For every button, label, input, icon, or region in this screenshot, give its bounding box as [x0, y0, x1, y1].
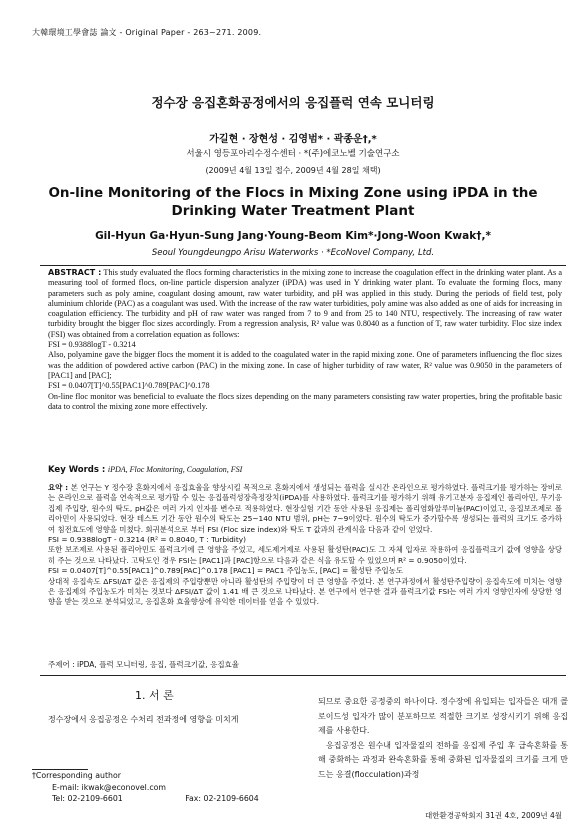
- authors-english: Gil-Hyun Ga·Hyun-Sung Jang·Young-Beom Kim*·Jong-Woon Kwak†,*: [95, 230, 491, 242]
- abstract-p3: On-line floc monitor was beneficial to evaluate the flocs sizes depending on the many parameters consisting raw water properties, bring the profitable basic data to control the mixing zone more effectively.: [48, 391, 562, 411]
- abstract: [48, 268, 562, 412]
- corresponding-author-label: †Corresponding author: [32, 771, 121, 780]
- abstract-top-rule: [40, 265, 566, 266]
- page-footer: 대한환경공학회지 31권 4호, 2009년 4월: [424, 811, 562, 820]
- footnote-email: E-mail: ikwak@econovel.com: [52, 782, 166, 792]
- summary-bottom-rule: [40, 675, 566, 676]
- abstract-eq2: FSI = 0.0407[T]^0.55[PAC1]^0.789[PAC]^0.178: [48, 381, 210, 391]
- title-english: [0, 184, 586, 220]
- footnote-tel: Tel: 02-2109-6601: [52, 794, 123, 803]
- keywords-korean-text: iPDA, 플럭 모니터링, 응집, 플럭크기값, 응집효율: [77, 660, 240, 669]
- affiliation-korean: 서울시 영등포아리수정수센터 · *(주)에코노벨 기술연구소: [186, 149, 400, 159]
- corresponding-author-footnote: [32, 770, 259, 805]
- summary-eq2: FSI = 0.0407[T]^0.55[PAC1]^0.789[PAC]^0.178 [PAC1] = PAC1 주입농도, [PAC] = 활성탄 주입농도: [48, 566, 403, 576]
- keywords: [48, 465, 242, 475]
- keywords-korean-label: 주제어 :: [48, 660, 75, 669]
- right-column-p1: 되므로 중요한 공정중의 하나이다. 정수장에 유입되는 입자들은 대개 콜로이드성 입자가 많이 분포하므로 적절한 크기로 성장시키기 위해 응집제를 사용한다.: [318, 697, 568, 735]
- footnote-fax: Fax: 02-2109-6604: [185, 794, 259, 803]
- received-date: (2009년 4월 13일 접수, 2009년 4월 28일 채택): [205, 166, 381, 175]
- abstract-p1: This study evaluated the flocs forming characteristics in the mixing zone to increase the coagulation effect in the drinking water plant. As a measuring tool of formed flocs, on-line particle dispersion analyzer (iPDA) was used in Y drinking water plant. To evaluate the forming flocs, many parameters such as poly amine, coagulant dosing amount, raw water turbidity, and pH was applied in this study. During the periods of field test, poly aluminium chloride (PAC) as a coagulant was used. With the increase of the raw water turbidities, poly amine was also added as one of aids for increasing in coagulation efficiency. The turbidity and pH of raw water was ranged from 7 to 9 and from 25 to 140 NTU, respectively. The increasing of raw water turbidity brought the bigger floc sizes accordingly. From a regression analysis, R² value was 0.8040 as a function of T, raw water turbidity. Floc size index (FSI) was obtained from a correlation equation as follows:: [48, 268, 563, 339]
- keywords-text: iPDA, Floc Monitoring, Coagulation, FSI: [107, 465, 243, 474]
- abstract-p2: Also, polyamine gave the bigger flocs the moment it is added to the coagulated water in the rapid mixing zone. One of parameters influencing the floc sizes was the addition of powdered active carbon (PAC) in the mixing zone. In case of higher turbidity of raw water, R² value was 0.9050 in the parameters of [PAC1] and [PAC];: [48, 350, 562, 380]
- authors-korean: 가길현 · 장현성 · 김영범* · 곽종운†,*: [209, 134, 377, 145]
- title-korean: 정수장 응집혼화공정에서의 응집플럭 연속 모니터링: [151, 95, 435, 110]
- right-column-p2: 응집공정은 원수내 입자물질의 전하를 응집제 주입 후 급속혼화를 통해 중화하는 과정과 완속혼화를 통해 중화된 입자물질의 크기를 크게 만드는 응결(flocculation)과정: [318, 740, 568, 779]
- summary-label: 요약 :: [48, 483, 69, 492]
- abstract-eq1: FSI = 0.9388logT - 0.3214: [48, 340, 136, 350]
- summary-p2: 또한 보조제로 사용된 폴리아민도 플럭크기에 큰 영향을 주었고, 세도제거제로 사용된 활성탄(PAC)도 그 자체 입자로 작용하여 응집플럭크기 값에 영향을 상당히 주는 것으로 나타났다. 고탁도인 경우 FSI는 [PAC1]과 [PAC]항으로 다음과 같은 식을 유도할 수 있었으며 R² = 0.9050이었다.: [48, 545, 562, 565]
- journal-header: 大韓環境工學會誌 論文 - Original Paper - 263~271. 2009.: [32, 28, 262, 37]
- right-column-text: [318, 695, 568, 782]
- summary-korean: [48, 483, 562, 608]
- summary-p3: 상대적 응집속도 ΔFSI/ΔT 값은 응집제의 주입량뿐만 아니라 활성탄의 주입량이 더 큰 영향을 주었다. 본 연구과정에서 활성탄주입량이 응집속도에 미치는 영향은 응집제의 주입농도가 미치는 것보다 ΔFSI/ΔT 값이 1.41 배 큰 것으로 나타났다. 본 연구에서 연구한 결과 플럭크기값 FSI는 여러 가지 영향인자에 상당한 영향을 받는 것으로 분석되었고, 응집혼화 효율향상에 유익한 데이터를 얻을 수 있었다.: [48, 576, 562, 607]
- section-heading-introduction: 1. 서 론: [135, 689, 174, 702]
- left-column-text: 정수장에서 응집공정은 수처리 전과정에 영향을 미치게: [48, 715, 239, 724]
- affiliation-english: Seoul Youngdeungpo Arisu Waterworks · *EcoNovel Company, Ltd.: [151, 248, 435, 258]
- title-english-line1: On-line Monitoring of the Flocs in Mixing Zone using iPDA in the: [48, 185, 538, 201]
- keywords-korean: [48, 659, 239, 670]
- summary-p1: 본 연구는 Y 정수장 혼화지에서 응집효율을 향상시킬 목적으로 혼화지에서 생성되는 플럭을 실시간 온라인으로 평가하였다. 플럭크기를 평가하는 장비로는 온라인으로 플럭을 연속적으로 평가할 수 있는 응집플럭성장측정장치(iPDA)를 사용하였다. 플럭크기를 평가하기 위해 유기고분자 응집제인 폴리아민, 무기응집제 주입량, 원수의 탁도, pH값은 여러 가지 인자를 변수로 적용하였다. 현장실험 기간 동안 사용된 응집제는 폴리염화알루미늄(PAC)이었고, 응집보조제로 폴리아민이 사용되었다. 현장 테스트 기간 동안 원수의 탁도는 25~140 NTU 범위, pH는 7~9이었다. 원수의 탁도가 증가할수록 생성되는 플럭의 크기도 증가하여 침전효도에 영향을 미쳤다. 회귀분석으로 부터 FSI (Floc size index)와 탁도 T 값과의 관계식을 다음과 같이 얻었다.: [48, 483, 562, 534]
- keywords-label: Key Words :: [48, 465, 106, 475]
- summary-eq1: FSI = 0.9388logT - 0.3214 (R² = 0.8040, T : Turbidity): [48, 535, 246, 545]
- title-english-line2: Drinking Water Treatment Plant: [171, 203, 415, 219]
- abstract-label: ABSTRACT :: [48, 268, 102, 277]
